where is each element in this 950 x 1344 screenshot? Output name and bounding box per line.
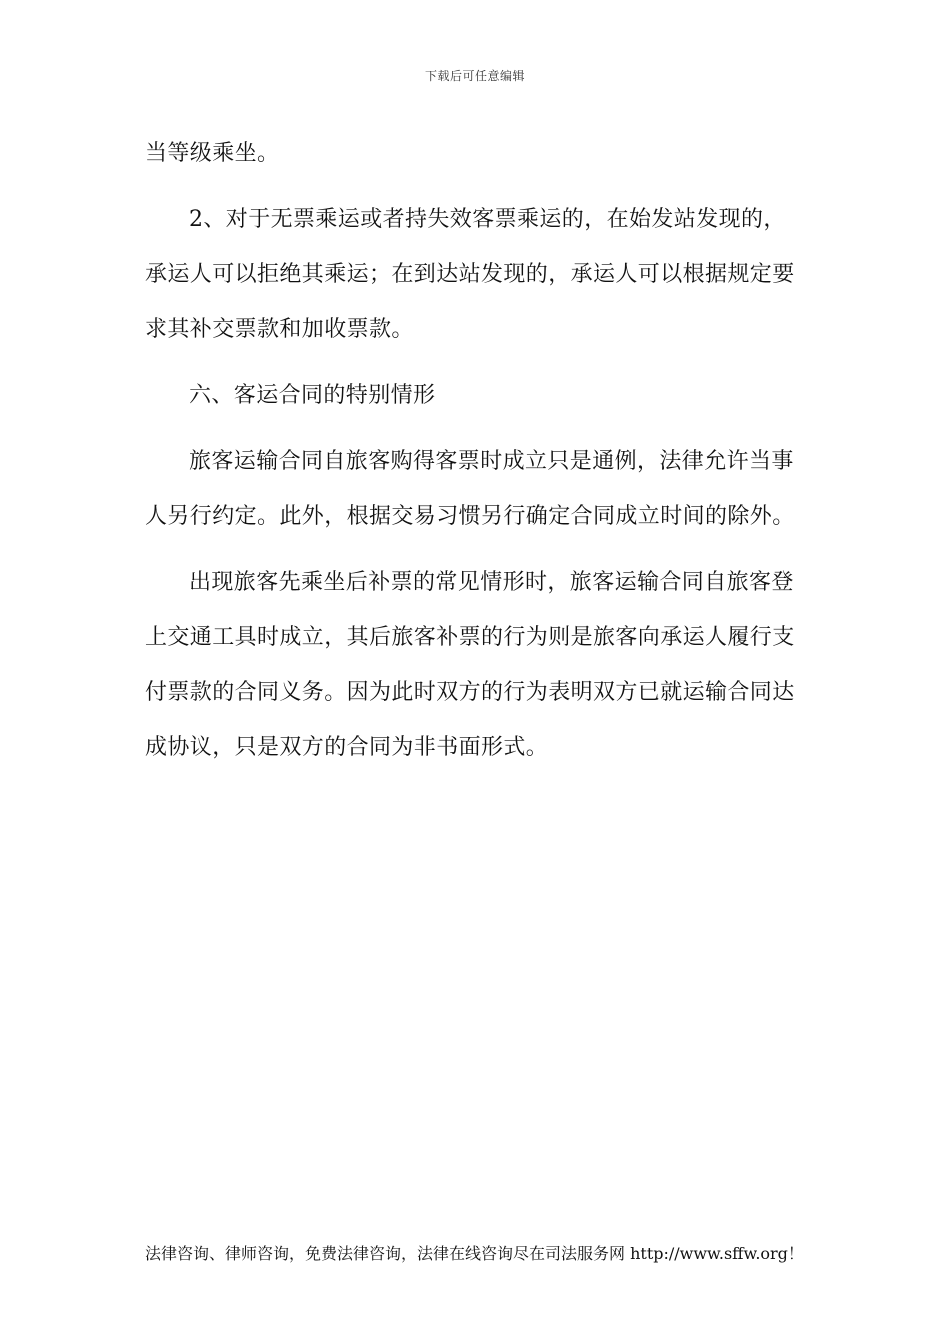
section-heading: 六、客运合同的特别情形 xyxy=(189,383,436,408)
paragraph-contract-formation: 旅客运输合同自旅客购得客票时成立只是通例，法律允许当事人另行约定。此外，根据交易习惯另行确定合同成立时间的除外。 xyxy=(145,449,795,529)
paragraph-item-2: 2、对于无票乘运或者持失效客票乘运的，在始发站发现的，承运人可以拒绝其乘运；在到达站发现的，承运人可以根据规定要求其补交票款和加收票款。 xyxy=(145,207,795,342)
page-footer: 法律咨询、律师咨询，免费法律咨询，法律在线咨询尽在司法服务网 http://www.sffw.org！ xyxy=(145,1244,804,1263)
document-body xyxy=(145,126,805,775)
paragraph-continuation: 当等级乘坐。 xyxy=(145,141,280,166)
page-header: 下载后可任意编辑 xyxy=(424,69,525,83)
paragraph-ticket-after-boarding: 出现旅客先乘坐后补票的常见情形时，旅客运输合同自旅客登上交通工具时成立，其后旅客补票的行为则是旅客向承运人履行支付票款的合同义务。因为此时双方的行为表明双方已就运输合同达成协议，只是双方的合同为非书面形式。 xyxy=(145,570,795,760)
